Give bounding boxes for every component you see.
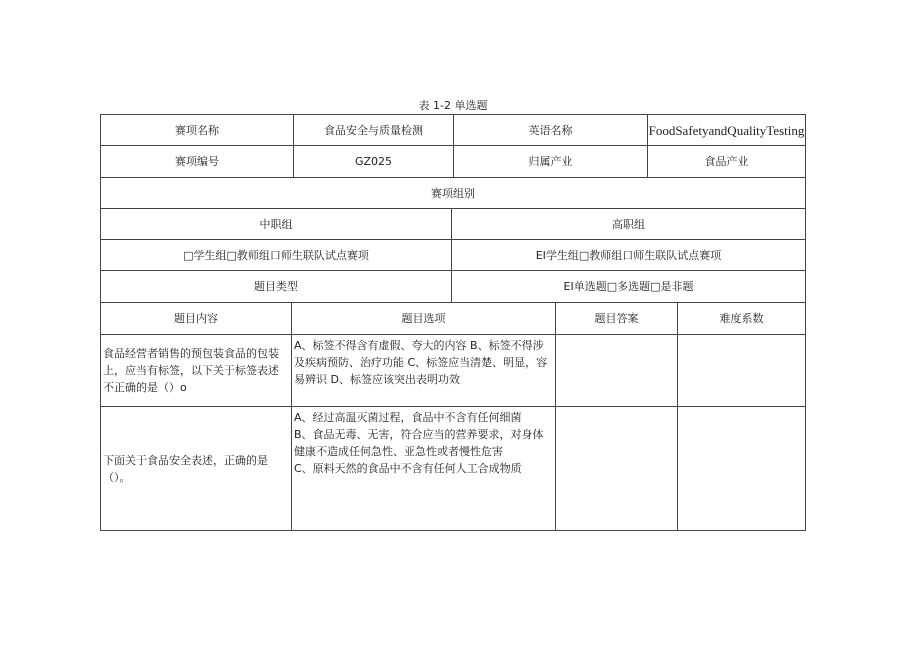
- header-difficulty: 难度系数: [678, 303, 806, 335]
- question-options: [292, 335, 556, 407]
- event-group-label: 赛项组别: [100, 178, 806, 209]
- table-row-event-code: [100, 146, 806, 178]
- table-row-event-name: [100, 114, 806, 146]
- header-options: 题目选项: [292, 303, 556, 335]
- event-name-value: 食品安全与质量检测: [294, 114, 454, 146]
- question-options: [292, 407, 556, 531]
- secondary-level-label: 中职组: [100, 209, 452, 240]
- industry-label: 归属产业: [454, 146, 648, 178]
- header-answer: 题目答案: [556, 303, 678, 335]
- question-difficulty: [678, 407, 806, 531]
- table-header-row: [100, 303, 806, 335]
- question-difficulty: [678, 335, 806, 407]
- question-type-value: EI单选题□多选题□是非题: [452, 271, 806, 303]
- table-row-question-type: [100, 271, 806, 303]
- english-name-label: 英语名称: [454, 114, 648, 146]
- higher-level-label: 高职组: [452, 209, 806, 240]
- table-row-group: [100, 178, 806, 209]
- option-text: A、经过高温灭菌过程，食品中不含有任何细菌: [294, 411, 522, 424]
- english-name-value: FoodSafetyandQualityTesting: [648, 114, 806, 146]
- secondary-level-options: □学生组□教师组口师生联队试点赛项: [100, 240, 452, 271]
- option-text: A、标签不得含有虚假、夸大的内容 B、标签不得涉及疾病预防、治疗功能 C、标签应当清楚、明显，容易辨识 D、标签应该突出表明功效: [294, 339, 548, 386]
- question-type-label: 题目类型: [100, 271, 452, 303]
- event-name-label: 赛项名称: [100, 114, 294, 146]
- question-content: 食品经营者销售的预包装食品的包装上，应当有标签，以下关于标签表述不正确的是（）o: [100, 335, 292, 407]
- table-row: [100, 407, 806, 531]
- table-row-levels: [100, 209, 806, 240]
- option-text: B、食品无毒、无害，符合应当的营养要求，对身体健康不造成任何急性、亚急性或者慢性危害: [294, 428, 544, 458]
- table-row-level-options: [100, 240, 806, 271]
- question-answer: [556, 335, 678, 407]
- option-text: C、原料天然的食品中不含有任何人工合成物质: [294, 462, 522, 475]
- event-code-label: 赛项编号: [100, 146, 294, 178]
- question-content: 下面关于食品安全表述，正确的是（）。: [100, 407, 292, 531]
- event-code-value: GZ025: [294, 146, 454, 178]
- table-row: [100, 335, 806, 407]
- question-answer: [556, 407, 678, 531]
- table-caption: 表 1-2 单选题: [418, 99, 488, 112]
- higher-level-options: EI学生组□教师组口师生联队试点赛项: [452, 240, 806, 271]
- industry-value: 食品产业: [648, 146, 806, 178]
- header-content: 题目内容: [100, 303, 292, 335]
